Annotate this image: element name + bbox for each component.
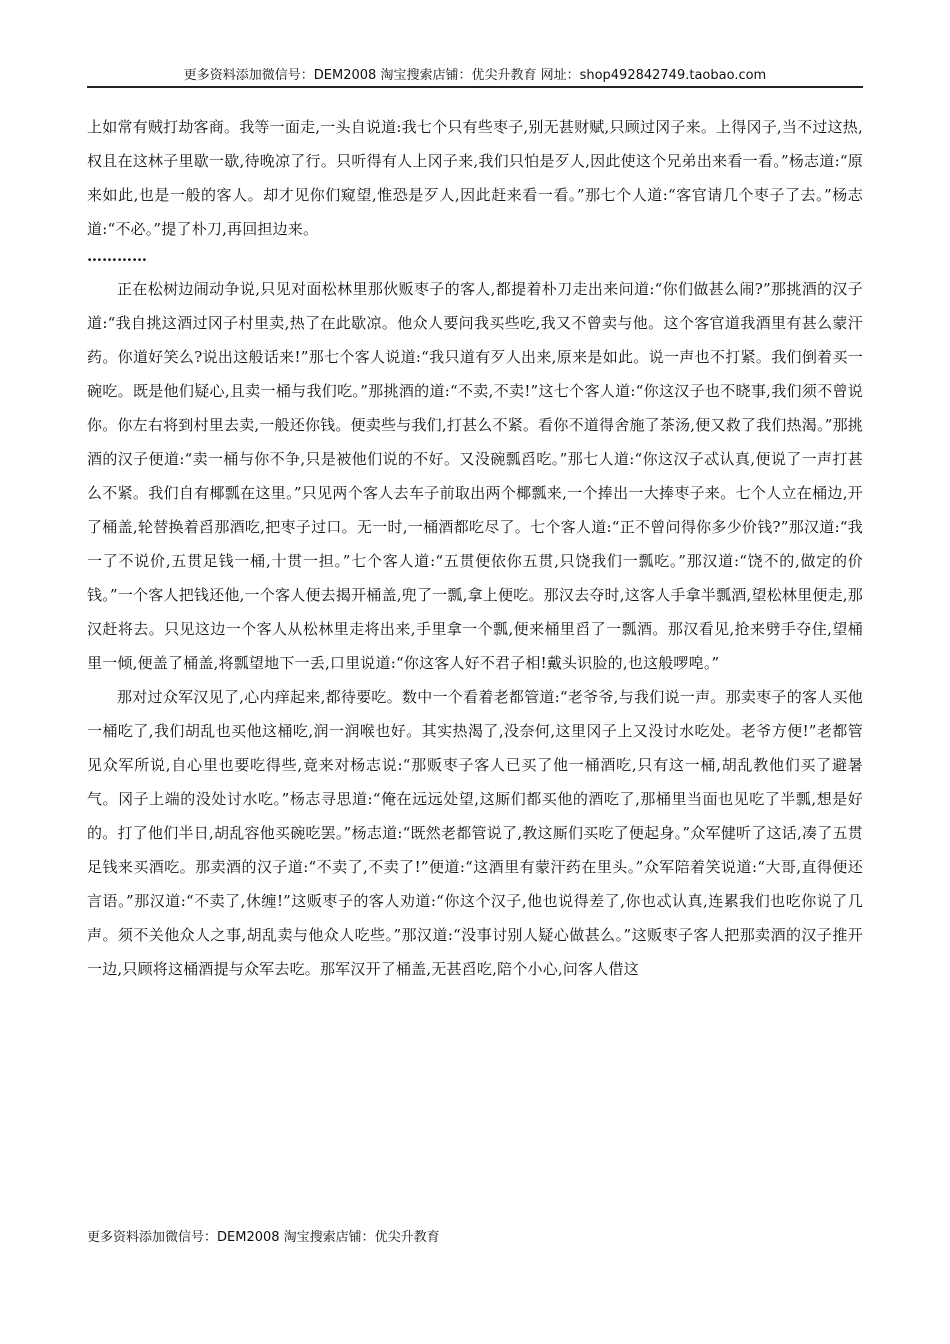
- paragraph-2: 正在松树边闹动争说,只见对面松林里那伙贩枣子的客人,都提着朴刀走出来问道:“你们做甚么闹?”那挑酒的汉子道:“我自挑这酒过冈子村里卖,热了在此歇凉。他众人要问我买些吃,我又不曾卖与他。这个客官道我酒里有甚么蒙汗药。你道好笑么?说出这般话来!”那七个客人说道:“我只道有歹人出来,原来是如此。说一声也不打紧。我们倒着买一碗吃。既是他们疑心,且卖一桶与我们吃。”那挑酒的道:“不卖,不卖!”这七个客人道:“你这汉子也不晓事,我们须不曾说你。你左右将到村里去卖,一般还你钱。便卖些与我们,打甚么不紧。看你不道得舍施了茶汤,便又救了我们热渴。”那挑酒的汉子便道:“卖一桶与你不争,只是被他们说的不好。又没碗瓢舀吃。”那七人道:“你这汉子忒认真,便说了一声打甚么不紧。我们自有椰瓢在这里。”只见两个客人去车子前取出两个椰瓢来,一个捧出一大捧枣子来。七个人立在桶边,开了桶盖,轮替换着舀那酒吃,把枣子过口。无一时,一桶酒都吃尽了。七个客人道:“正不曾问得你多少价钱?”那汉道:“我一了不说价,五贯足钱一桶,十贯一担。”七个客人道:“五贯便依你五贯,只饶我们一瓢吃。”那汉道:“饶不的,做定的价钱。”一个客人把钱还他,一个客人便去揭开桶盖,兜了一瓢,拿上便吃。那汉去夺时,这客人手拿半瓢酒,望松林里便走,那汉赶将去。只见这边一个客人从松林里走将出来,手里拿一个瓢,便来桶里舀了一瓢酒。那汉看见,抢来劈手夺住,望桶里一倾,便盖了桶盖,将瓢望地下一丢,口里说道:“你这客人好不君子相!戴头识脸的,也这般啰唣。”: [87, 280, 863, 672]
- page-header: 更多资料添加微信号：DEM2008 淘宝搜索店铺：优尖升教育 网址：shop492842749.taobao.com: [183, 68, 767, 83]
- header-divider: [87, 86, 863, 88]
- page-footer: 更多资料添加微信号：DEM2008 淘宝搜索店铺：优尖升教育: [87, 1230, 440, 1245]
- ellipsis-separator: …………: [87, 247, 147, 265]
- paragraph-1: 上如常有贼打劫客商。我等一面走,一头自说道:我七个只有些枣子,别无甚财赋,只顾过冈子来。上得冈子,当不过这热,权且在这林子里歇一歇,待晚凉了行。只听得有人上冈子来,我们只怕是歹人,因此使这个兄弟出来看一看。”杨志道:“原来如此,也是一般的客人。却才见你们窥望,惟恐是歹人,因此赶来看一看。”那七个人道:“客官请几个枣子了去。”杨志道:“不必。”提了朴刀,再回担边来。: [87, 118, 863, 238]
- document-body: [87, 110, 863, 986]
- paragraph-3: 那对过众军汉见了,心内痒起来,都待要吃。数中一个看着老都管道:“老爷爷,与我们说一声。那卖枣子的客人买他一桶吃了,我们胡乱也买他这桶吃,润一润喉也好。其实热渴了,没奈何,这里冈子上又没讨水吃处。老爷方便!”老都管见众军所说,自心里也要吃得些,竟来对杨志说:“那贩枣子客人已买了他一桶酒吃,只有这一桶,胡乱教他们买了避暑气。冈子上端的没处讨水吃。”杨志寻思道:“俺在远远处望,这厮们都买他的酒吃了,那桶里当面也见吃了半瓢,想是好的。打了他们半日,胡乱容他买碗吃罢。”杨志道:“既然老都管说了,教这厮们买吃了便起身。”众军健听了这话,凑了五贯足钱来买酒吃。那卖酒的汉子道:“不卖了,不卖了!”便道:“这酒里有蒙汗药在里头。”众军陪着笑说道:“大哥,直得便还言语。”那汉道:“不卖了,休缠!”这贩枣子的客人劝道:“你这个汉子,他也说得差了,你也忒认真,连累我们也吃你说了几声。须不关他众人之事,胡乱卖与他众人吃些。”那汉道:“没事讨别人疑心做甚么。”这贩枣子客人把那卖酒的汉子推开一边,只顾将这桶酒提与众军去吃。那军汉开了桶盖,无甚舀吃,陪个小心,问客人借这: [87, 688, 863, 978]
